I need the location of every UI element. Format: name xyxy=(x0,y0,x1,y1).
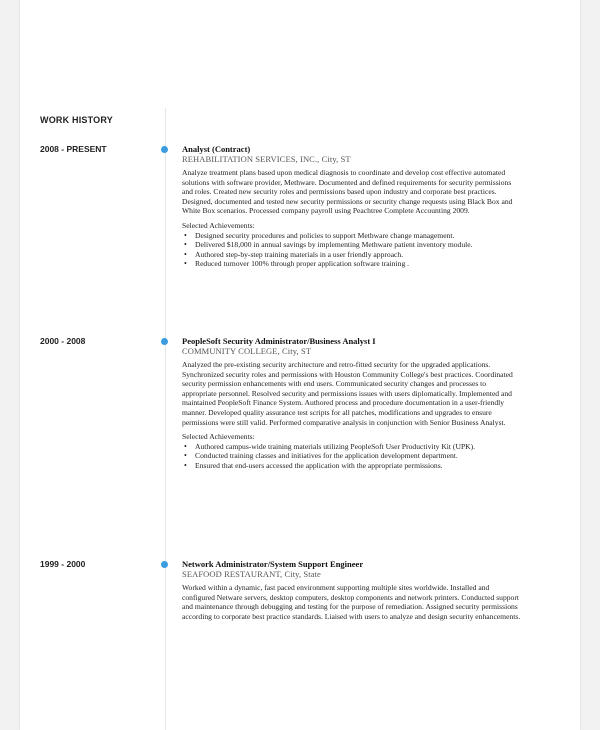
timeline-dot-icon xyxy=(161,561,168,568)
achievements-label: Selected Achievements: xyxy=(182,220,255,230)
job-date: 2000 - 2008 xyxy=(40,336,86,346)
resume-page xyxy=(20,0,580,730)
timeline-dot-icon xyxy=(161,146,168,153)
job-description: Analyze treatment plans based upon medical diagnosis to coordinate and develop cost effective automated solutions with software provider, Methware. Documented and defined requirements for security permissions and roles. Created new security roles and permissions based upon industry and corporate best practices. Designed, documented and tested new security permissions or security change requests using Black Box and White Box scenarios. Processed company payroll using Peachtree Complete Accounting 2009. xyxy=(182,168,513,216)
job-company: SEAFOOD RESTAURANT, City, State xyxy=(182,569,321,579)
job-title: Analyst (Contract) xyxy=(182,144,251,154)
job-description: Analyzed the pre-existing security architecture and retro-fitted security for the upgraded applications. Synchronized security roles and permissions with Houston Community College's best practices. Coordinated security permission enhancements with end users. Communicated security changes and processes to appropriate personnel. Resolved security and permissions issues with users diplomatically. Implemented and maintained PeopleSoft Finance System. Authored process and procedure documentation in a user-friendly manner. Developed quality assurance test scripts for all patches, modifications and upgrades to ensure permissions were still valid. Performed comparative analysis in conjunction with Senior Business Analyst. xyxy=(182,360,513,427)
section-title: WORK HISTORY xyxy=(40,115,113,125)
achievement-item: • Conducted training classes and initiatives for the application development department. xyxy=(182,451,522,461)
job-description: Worked within a dynamic, fast paced environment supporting multiple sites worldwide. Installed and configured Netware servers, desktop computers, desktop components and network printers. Conducted support and maintenance through debugging and testing for the purpose of remediation. Assigned security permissions according to corporate best practice standards. Liaised with users to analyze and design security enhancements. xyxy=(182,583,521,621)
job-title: Network Administrator/System Support Engineer xyxy=(182,559,364,569)
timeline-dot-icon xyxy=(161,338,168,345)
job-company: REHABILITATION SERVICES, INC., City, ST xyxy=(182,154,351,164)
job-date: 2008 - PRESENT xyxy=(40,144,107,154)
achievement-item: • Reduced turnover 100% through proper application software training . xyxy=(182,259,522,269)
job-date: 1999 - 2000 xyxy=(40,559,86,569)
achievement-item: • Ensured that end-users accessed the application with the appropriate permissions. xyxy=(182,461,522,471)
achievement-item: • Authored campus-wide training materials utilizing PeopleSoft User Productivity Kit (UPK). xyxy=(182,442,522,452)
job-title: PeopleSoft Security Administrator/Business Analyst I xyxy=(182,336,376,346)
job-content xyxy=(182,144,522,269)
job-content xyxy=(182,559,522,621)
achievement-item: • Designed security procedures and policies to support Methware change management. xyxy=(182,231,522,241)
achievement-item: • Delivered $18,000 in annual savings by implementing Methware patient inventory module. xyxy=(182,240,522,250)
achievements-list xyxy=(182,231,522,269)
job-content xyxy=(182,336,522,471)
achievements-label: Selected Achievements: xyxy=(182,432,255,442)
achievement-item: • Authored step-by-step training materials in a user friendly approach. xyxy=(182,250,522,260)
achievements-list xyxy=(182,442,522,471)
job-company: COMMUNITY COLLEGE, City, ST xyxy=(182,346,312,356)
timeline-divider xyxy=(165,108,166,730)
